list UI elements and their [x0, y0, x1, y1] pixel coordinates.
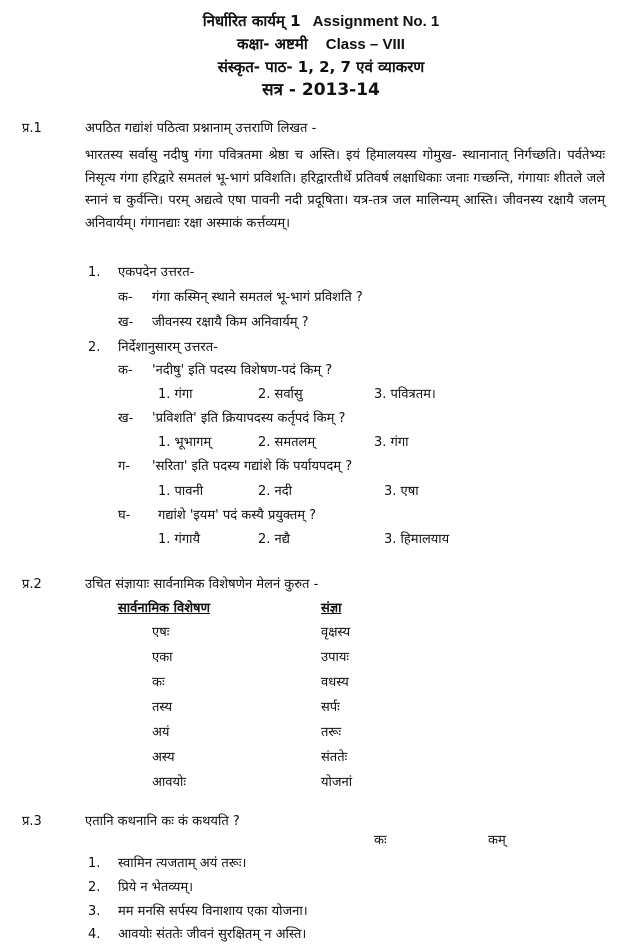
q2-number: प्र.2 [22, 577, 42, 592]
q2-row-4-noun: सर्पः [321, 700, 340, 715]
q2-row-6-pronoun: अस्य [152, 750, 175, 765]
q3-item-3-text: मम मनसि सर्पस्य विनाशाय एका योजना। [118, 904, 308, 919]
q3-col2-header: कम् [488, 833, 506, 848]
q1-s2-item-a-option-3: 3. पवित्रतम। [374, 387, 436, 402]
q2-col2-header: संज्ञा [321, 601, 342, 616]
q1-s1-number: 1. [88, 265, 101, 280]
q3-number: प्र.3 [22, 814, 42, 829]
q1-s2-item-d-option-2: 2. नद्यै [258, 532, 290, 547]
q2-row-7-pronoun: आवयोः [152, 775, 187, 790]
q3-instruction: एतानि कथनानि कः कं कथयति ? [85, 814, 240, 829]
q1-s2-item-a-option-1: 1. गंगा [158, 387, 193, 402]
q1-s2-item-c-option-1: 1. पावनी [158, 484, 204, 499]
q1-s2-item-b-text: 'प्रविशति' इति क्रियापदस्य कर्तृपदं किम् ? [152, 411, 346, 426]
q3-item-2-number: 2. [88, 880, 101, 895]
q1-instruction: अपठित गद्यांशं पठित्वा प्रश्नानाम् उत्तराणि लिखत - [85, 121, 317, 136]
q1-s2-item-b-label: ख- [118, 411, 134, 426]
q1-s2-item-a-option-2: 2. सर्वासु [258, 387, 303, 402]
q1-s2-item-b-option-2: 2. समतलम् [258, 435, 316, 450]
q1-s2-item-a-label: क- [118, 363, 133, 378]
q1-s2-item-b-option-3: 3. गंगा [374, 435, 409, 450]
q2-row-7-noun: योजनां [321, 775, 353, 790]
q3-item-4-number: 4. [88, 927, 101, 942]
header-class-hindi: कक्षा- अष्टमी [237, 35, 308, 53]
q3-col1-header: कः [374, 833, 387, 848]
q2-row-2-pronoun: एका [152, 650, 173, 665]
q3-item-2-text: प्रिये न भेतव्यम्। [118, 880, 194, 895]
q2-row-1-noun: वृक्षस्य [321, 625, 351, 640]
q1-s2-item-c-option-2: 2. नदी [258, 484, 293, 499]
q3-item-1-number: 1. [88, 856, 101, 871]
q1-s2-item-c-label: ग- [118, 459, 131, 474]
q3-item-1-text: स्वामिन त्यजताम् अयं तरूः। [118, 856, 247, 871]
q1-s1-item-a-label: क- [118, 290, 133, 305]
q1-s1-item-b-text: जीवनस्य रक्षायै किम अनिवार्यम् ? [152, 315, 309, 330]
q1-passage: भारतस्य सर्वासु नदीषु गंगा पवित्रतमा श्रेष्ठा च अस्ति। इयं हिमालयस्य गोमुख- स्थानानात् निर्गच्छति। पर्वतेभ्यः निसृत्य गंगा हरिद्वारे समतलं भू-भागं प्रविशति। हरिद्वारतीर्थे प्रतिवर्ष लक्षाधिकाः जनाः गच्छन्ति, गंगायाः शीतले जले स्नानं च कुर्वन्ति। परम् अद्यत्वे एषा पावनी नदी प्रदूषिता। यत्र-तत्र जल मालिन्यम् आस्ति। जीवनस्य रक्षायै जलम् अनिवार्यम्। गंगानद्याः रक्षा अस्माकं कर्त्तव्यम्। [85, 148, 605, 231]
header-class-english: Class – VIII [325, 36, 405, 53]
q2-instruction: उचित संज्ञायाः सार्वनामिक विशेषणेन मेलनं कुरुत - [85, 577, 319, 592]
q2-row-3-noun: वधस्य [321, 675, 349, 690]
q1-s1-title: एकपदेन उत्तरत- [118, 265, 195, 280]
q2-row-2-noun: उपायः [321, 650, 350, 665]
q1-s2-item-d-text: गद्यांशे 'इयम' पदं कस्यै प्रयुक्तम् ? [158, 508, 317, 523]
q1-s2-item-d-label: घ- [118, 508, 131, 523]
header-assignment-hindi: निर्धारित कार्यम् 1 [202, 12, 301, 30]
q3-item-3-number: 3. [88, 904, 101, 919]
q2-row-5-noun: तरूः [321, 725, 342, 740]
header-line-1 [0, 10, 642, 33]
header-line-2 [0, 33, 642, 56]
q2-row-1-pronoun: एषः [152, 625, 170, 640]
q1-number: प्र.1 [22, 121, 42, 136]
q3-item-4-text: आवयोः संततेः जीवनं सुरक्षितम् न अस्ति। [118, 927, 307, 942]
q1-s2-item-d-option-1: 1. गंगायै [158, 532, 201, 547]
q1-s2-item-c-text: 'सरिता' इति पदस्य गद्यांशे किं पर्यायपदम् ? [152, 459, 353, 474]
q2-row-5-pronoun: अयं [152, 725, 170, 740]
q1-s1-item-b-label: ख- [118, 315, 134, 330]
q1-s2-item-d-option-3: 3. हिमालयाय [384, 532, 450, 547]
header-session: सत्र - 2013-14 [262, 80, 380, 100]
q1-s2-title: निर्देशानुसारम् उत्तरत- [118, 340, 218, 355]
q2-col1-header: सार्वनामिक विशेषण [118, 601, 210, 616]
q1-s1-item-a-text: गंगा कस्मिन् स्थाने समतलं भू-भागं प्रविशति ? [152, 290, 363, 305]
q1-s2-item-a-text: 'नदीषु' इति पदस्य विशेषण-पदं किम् ? [152, 363, 333, 378]
q2-row-3-pronoun: कः [152, 675, 165, 690]
q1-s2-number: 2. [88, 340, 101, 355]
q1-s2-item-b-option-1: 1. भूभागम् [158, 435, 212, 450]
q2-row-4-pronoun: तस्य [152, 700, 173, 715]
assignment-header [0, 10, 642, 102]
q2-row-6-noun: संततेः [321, 750, 348, 765]
header-subject: संस्कृत- पाठ- 1, 2, 7 एवं व्याकरण [217, 58, 425, 76]
header-assignment-english: Assignment No. 1 [312, 13, 440, 30]
q1-s2-item-c-option-3: 3. एषा [384, 484, 419, 499]
